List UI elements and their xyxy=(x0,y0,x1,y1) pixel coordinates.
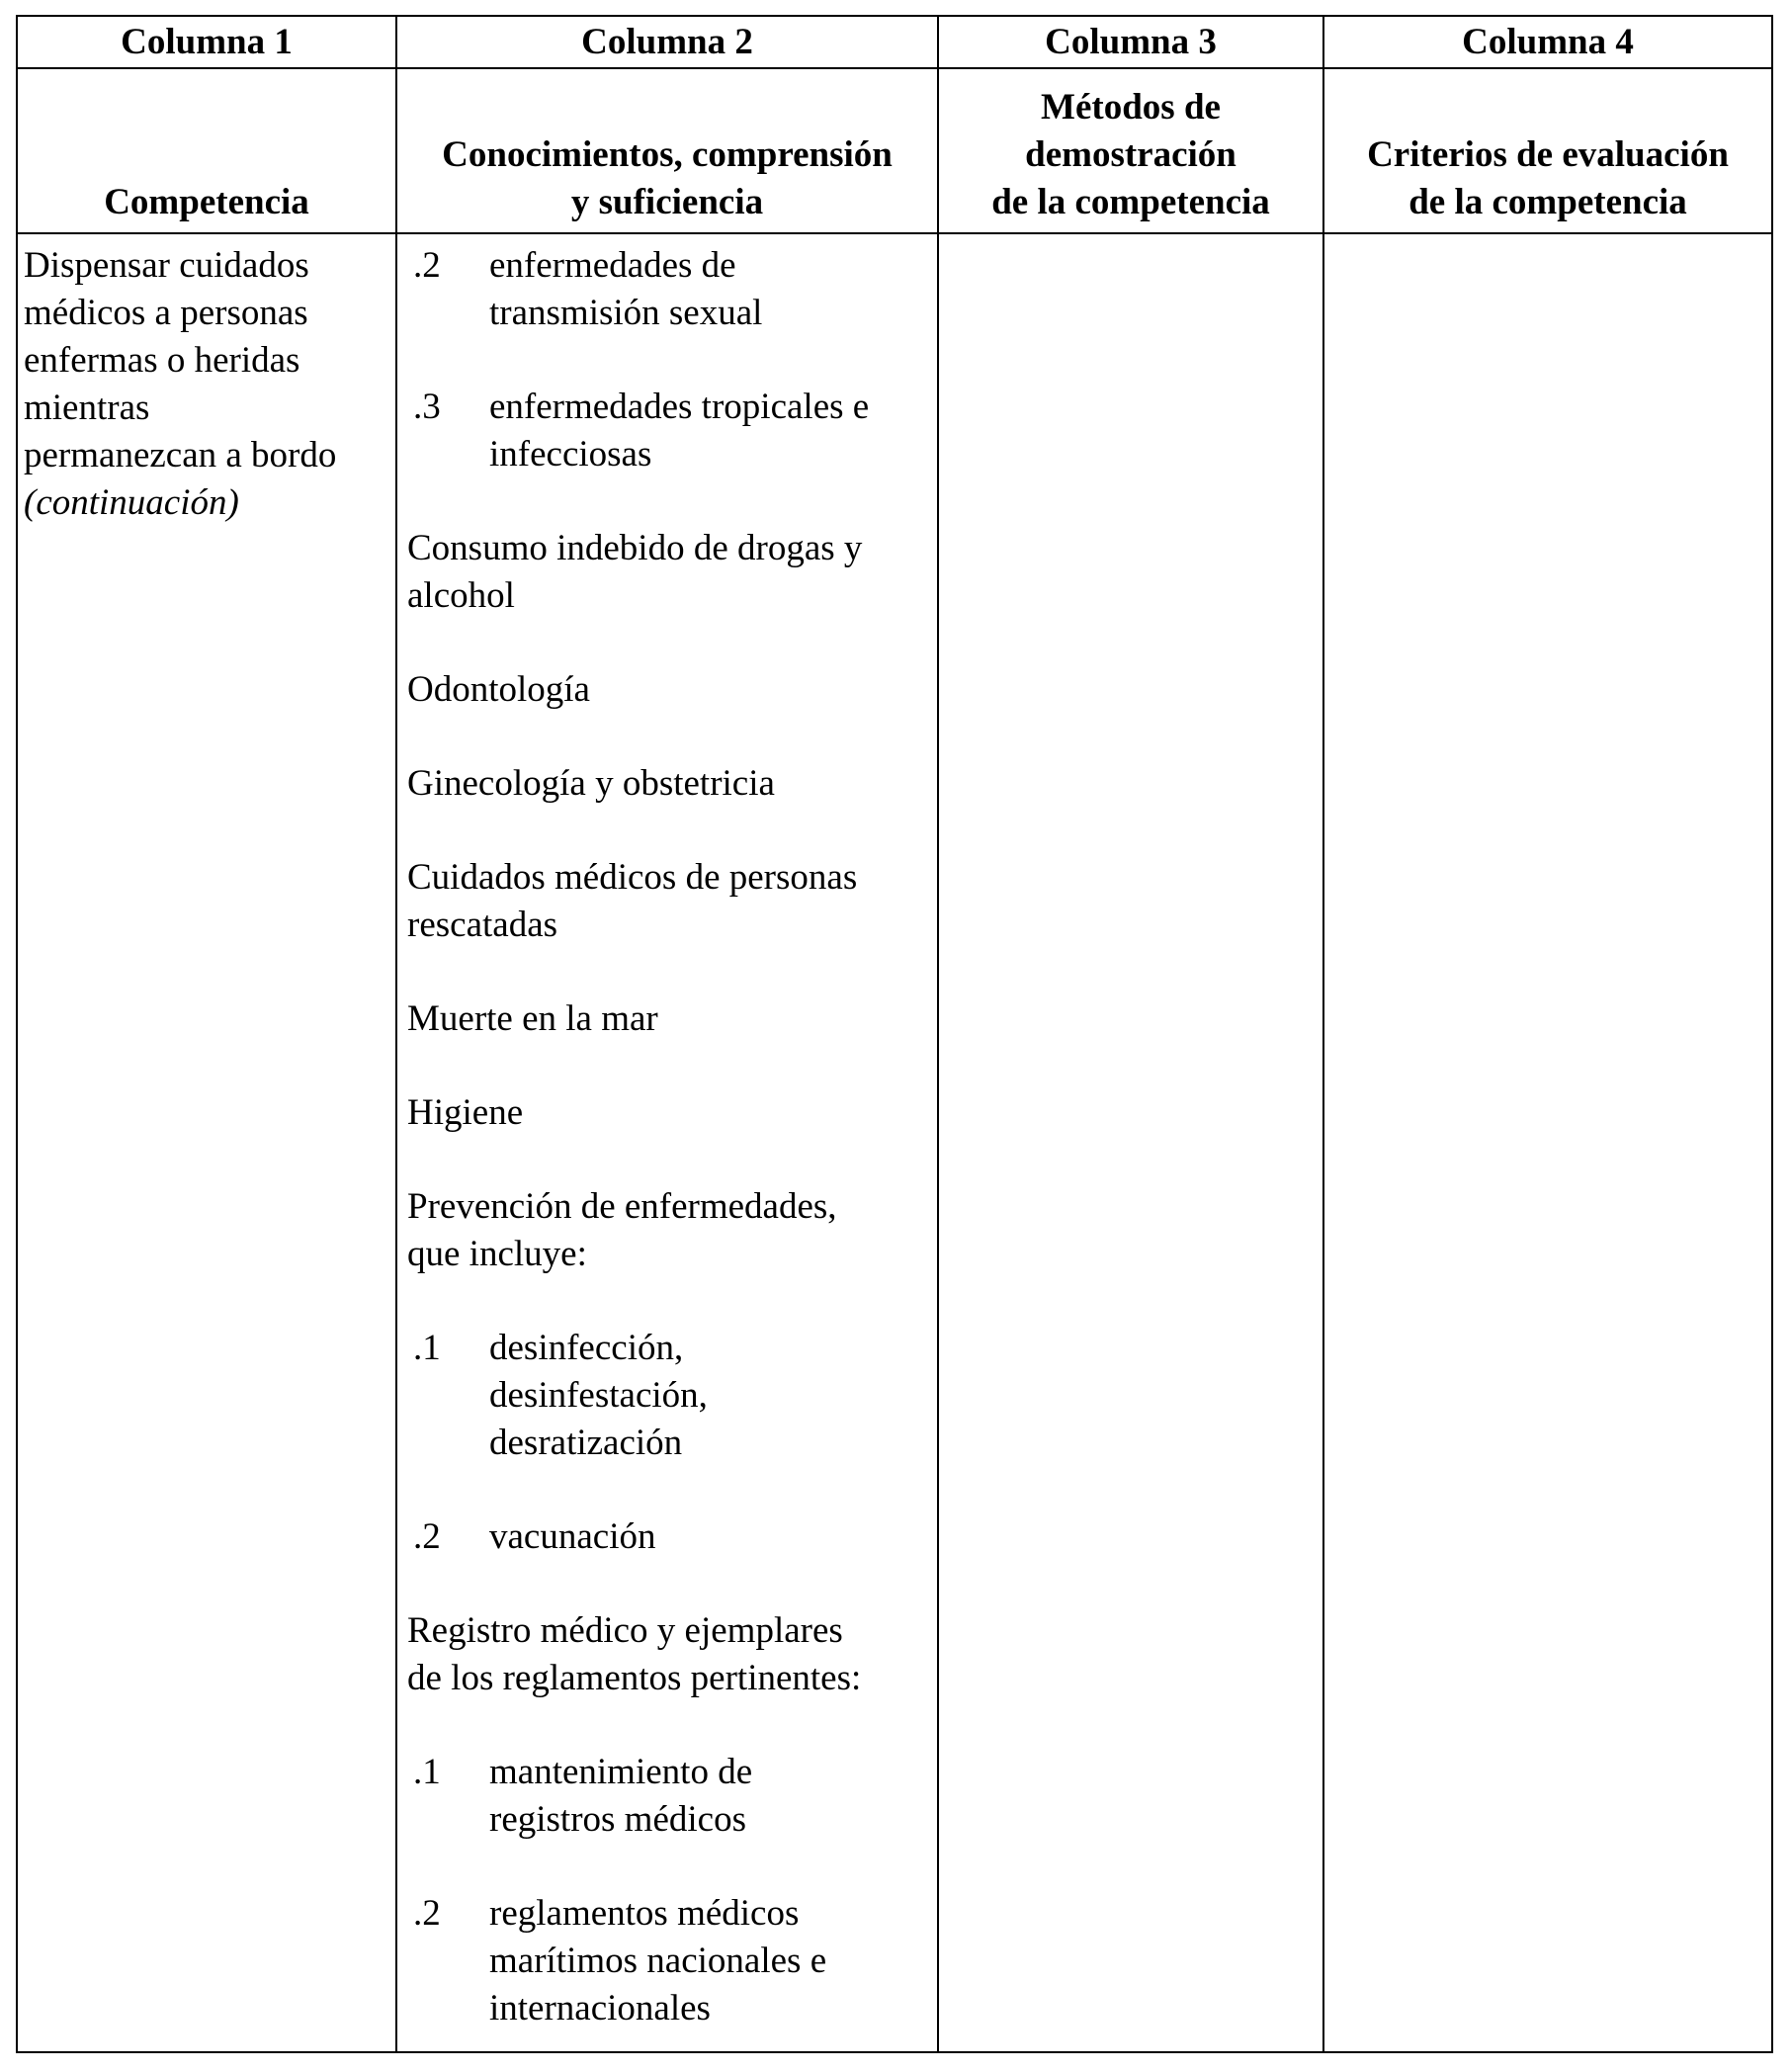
topic-line: Ginecología y obstetricia xyxy=(407,763,775,804)
column-name-4: Columna 4 xyxy=(1323,16,1772,68)
item-line: registros médicos xyxy=(489,1799,746,1840)
competence-line: mientras xyxy=(24,388,150,428)
header-knowledge xyxy=(396,68,938,233)
header-line: de la competencia xyxy=(1408,182,1687,222)
item-line: desinfección, xyxy=(489,1328,684,1368)
knowledge-topic xyxy=(407,760,931,808)
topic-line: Cuidados médicos de personas xyxy=(407,857,858,898)
knowledge-topic xyxy=(407,995,931,1043)
competence-line: médicos a personas xyxy=(24,293,308,333)
topic-line: rescatadas xyxy=(407,905,558,945)
header-line: Conocimientos, comprensión xyxy=(442,134,893,175)
knowledge-subitem xyxy=(407,1325,931,1467)
topic-line: que incluye: xyxy=(407,1234,587,1274)
body-row xyxy=(17,233,1772,2052)
header-line: Criterios de evaluación xyxy=(1367,134,1729,175)
header-criteria xyxy=(1323,68,1772,233)
header-line: Competencia xyxy=(104,182,309,222)
topic-line: Registro médico y ejemplares xyxy=(407,1610,843,1651)
topic-line: de los reglamentos pertinentes: xyxy=(407,1658,862,1698)
criteria-cell xyxy=(1323,233,1772,2052)
item-number: .3 xyxy=(413,387,441,427)
knowledge-subitem xyxy=(407,1513,931,1561)
item-line: transmisión sexual xyxy=(489,293,763,333)
item-number: .2 xyxy=(413,1893,441,1934)
item-number: .2 xyxy=(413,1516,441,1557)
topic-line: Higiene xyxy=(407,1092,524,1133)
item-line: desratización xyxy=(489,1423,683,1463)
column-name-1: Columna 1 xyxy=(17,16,396,68)
continuation-note: (continuación) xyxy=(24,482,239,523)
knowledge-topic xyxy=(407,525,931,620)
item-line: enfermedades tropicales e xyxy=(489,387,870,427)
knowledge-topic xyxy=(407,854,931,949)
topic-line: Prevención de enfermedades, xyxy=(407,1186,837,1227)
methods-cell xyxy=(938,233,1323,2052)
knowledge-subitem xyxy=(407,1749,931,1844)
header-line: demostración xyxy=(1025,134,1237,175)
item-line: marítimos nacionales e xyxy=(489,1941,827,1981)
header-row xyxy=(17,68,1772,233)
header-competence xyxy=(17,68,396,233)
knowledge-subitem xyxy=(407,1890,931,2032)
knowledge-topic xyxy=(407,1607,931,1702)
topic-line: Consumo indebido de drogas y xyxy=(407,528,863,568)
competence-table xyxy=(16,15,1773,2053)
knowledge-cell xyxy=(396,233,938,2052)
item-line: vacunación xyxy=(489,1516,656,1557)
competence-cell xyxy=(17,233,396,2052)
item-line: infecciosas xyxy=(489,434,652,475)
competence-line: enfermas o heridas xyxy=(24,340,300,381)
knowledge-topic xyxy=(407,1089,931,1137)
topic-line: alcohol xyxy=(407,575,515,616)
item-number: .1 xyxy=(413,1752,441,1792)
item-line: reglamentos médicos xyxy=(489,1893,800,1934)
competence-line: permanezcan a bordo xyxy=(24,435,337,475)
item-line: enfermedades de xyxy=(489,245,736,286)
topic-line: Muerte en la mar xyxy=(407,998,658,1039)
item-line: desinfestación, xyxy=(489,1375,708,1416)
header-line: Métodos de xyxy=(1041,87,1221,128)
item-number: .1 xyxy=(413,1328,441,1368)
item-line: mantenimiento de xyxy=(489,1752,753,1792)
knowledge-topic xyxy=(407,1183,931,1278)
knowledge-subitem xyxy=(407,242,931,337)
column-name-3: Columna 3 xyxy=(938,16,1323,68)
item-number: .2 xyxy=(413,245,441,286)
knowledge-subitem xyxy=(407,384,931,478)
knowledge-topic xyxy=(407,666,931,714)
column-name-2: Columna 2 xyxy=(396,16,938,68)
item-line: internacionales xyxy=(489,1988,711,2029)
header-line: de la competencia xyxy=(991,182,1270,222)
topic-line: Odontología xyxy=(407,669,590,710)
header-methods xyxy=(938,68,1323,233)
competence-line: Dispensar cuidados xyxy=(24,245,309,286)
header-line: y suficiencia xyxy=(570,182,764,222)
column-name-row xyxy=(17,16,1772,68)
